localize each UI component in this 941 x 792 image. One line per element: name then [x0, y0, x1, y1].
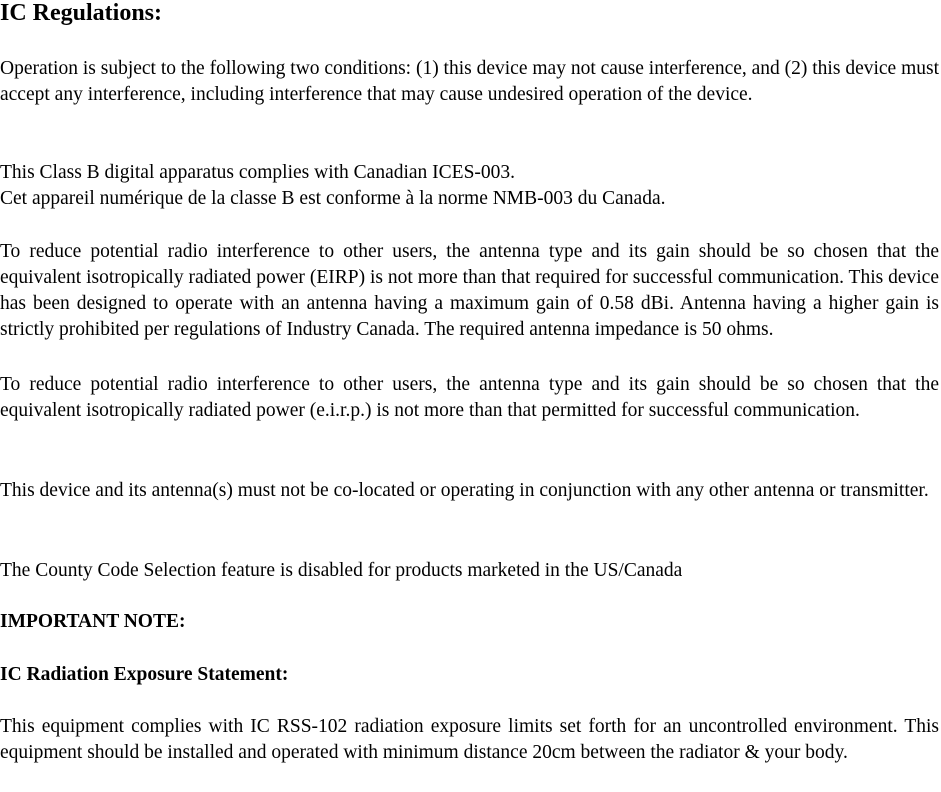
- radiation-exposure-heading: IC Radiation Exposure Statement:: [0, 664, 289, 685]
- radiation-exposure-paragraph: This equipment complies with IC RSS-102 radiation exposure limits set forth for an uncontrolled environment. This equipment should be installed and operated with minimum distance 20cm between the radiator & your body.: [0, 716, 939, 763]
- operation-conditions-paragraph: Operation is subject to the following two conditions: (1) this device may not cause interference, and (2) this device must accept any interference, including interference that may cause undesired operation of the device.: [0, 58, 939, 105]
- antenna-eirp-permitted-paragraph: To reduce potential radio interference to other users, the antenna type and its gain should be so chosen that the equivalent isotropically radiated power (e.i.r.p.) is not more than that permitted for successful communication.: [0, 374, 939, 421]
- class-b-statement-english: This Class B digital apparatus complies with Canadian ICES-003.: [0, 162, 516, 183]
- country-code-statement: The County Code Selection feature is disabled for products marketed in the US/Canada: [0, 560, 683, 581]
- co-location-paragraph: This device and its antenna(s) must not be co-located or operating in conjunction with any other antenna or transmitter.: [0, 480, 929, 501]
- page-title: IC Regulations:: [0, 0, 163, 26]
- important-note-heading: IMPORTANT NOTE:: [0, 611, 186, 632]
- class-b-statement-french: Cet appareil numérique de la classe B est conforme à la norme NMB-003 du Canada.: [0, 188, 666, 209]
- antenna-eirp-paragraph: To reduce potential radio interference to other users, the antenna type and its gain should be so chosen that the equivalent isotropically radiated power (EIRP) is not more than that required for successful communication. This device has been designed to operate with an antenna having a maximum gain of 0.58 dBi. Antenna having a higher gain is strictly prohibited per regulations of Industry Canada. The required antenna impedance is 50 ohms.: [0, 241, 939, 340]
